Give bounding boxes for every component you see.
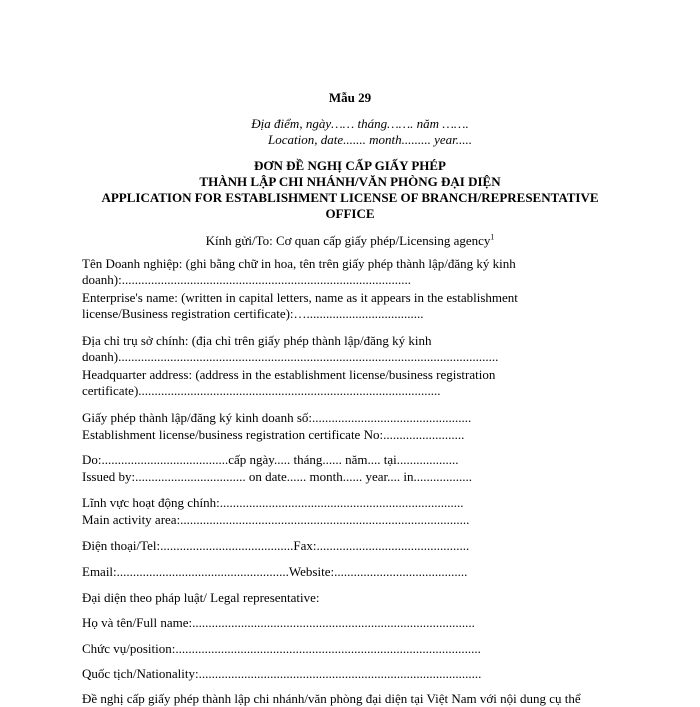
representative-nationality-field: Quốc tịch/Nationality:....................................................................................... [82,666,482,681]
issued-by-en: Issued by:.................................. on date...... month...... year.... in.................. [82,469,472,484]
footnote-marker: 1 [490,232,495,242]
hq-address-vi-1: Địa chỉ trụ sở chính: (địa chỉ trên giấy phép thành lập/đăng ký kinh [82,333,432,348]
legal-representative-heading: Đại diện theo pháp luật/ Legal representative: [82,590,320,605]
recipient-text: Kính gửi/To: Cơ quan cấp giấy phép/Licensing agency [205,233,491,248]
title-line-1: ĐƠN ĐỀ NGHỊ CẤP GIẤY PHÉP [254,158,446,173]
main-activity-vi: Lĩnh vực hoạt động chính:........................................................................... [82,495,464,510]
place-date-en: Location, date....... month......... year..... [267,132,472,147]
hq-address-en-1: Headquarter address: (address in the establishment license/business registration [82,367,496,382]
license-number-en: Establishment license/business registration certificate No:......................... [82,427,465,442]
issued-by-vi: Do:.......................................cấp ngày..... tháng...... năm.... tại................... [82,452,459,467]
recipient-line [0,233,700,249]
request-statement: Đề nghị cấp giấy phép thành lập chi nhánh/văn phòng đại diện tại Việt Nam với nội dung cụ thể [82,691,581,706]
email-website-field: Email:.....................................................Website:......................................... [82,564,468,579]
hq-address-vi-2: doanh)..................................................................................................................... [82,349,499,364]
representative-name-field: Họ và tên/Full name:....................................................................................... [82,615,475,630]
title-line-2: THÀNH LẬP CHI NHÁNH/VĂN PHÒNG ĐẠI DIỆN [199,174,501,189]
representative-position-field: Chức vụ/position:.............................................................................................. [82,641,481,656]
main-activity-en: Main activity area:......................................................................................... [82,512,470,527]
enterprise-name-vi-1: Tên Doanh nghiệp: (ghi bằng chữ in hoa, tên trên giấy phép thành lập/đăng ký kinh [82,256,516,271]
title-line-3: APPLICATION FOR ESTABLISHMENT LICENSE OF BRANCH/REPRESENTATIVE [101,190,599,205]
enterprise-name-en-2: license/Business registration certificate):….................................... [82,306,424,321]
phone-fax-field: Điện thoại/Tel:.........................................Fax:............................................... [82,538,470,553]
enterprise-name-en-1: Enterprise's name: (written in capital letters, name as it appears in the establishment [82,290,518,305]
license-number-vi: Giấy phép thành lập/đăng ký kinh doanh số:................................................. [82,410,472,425]
title-line-4: OFFICE [325,206,375,221]
place-date-vi: Địa điểm, ngày…… tháng……. năm ……. [251,116,469,131]
enterprise-name-vi-2: doanh):......................................................................................... [82,272,411,287]
form-number: Mẫu 29 [328,90,372,105]
hq-address-en-2: certificate)............................................................................................. [82,383,441,398]
